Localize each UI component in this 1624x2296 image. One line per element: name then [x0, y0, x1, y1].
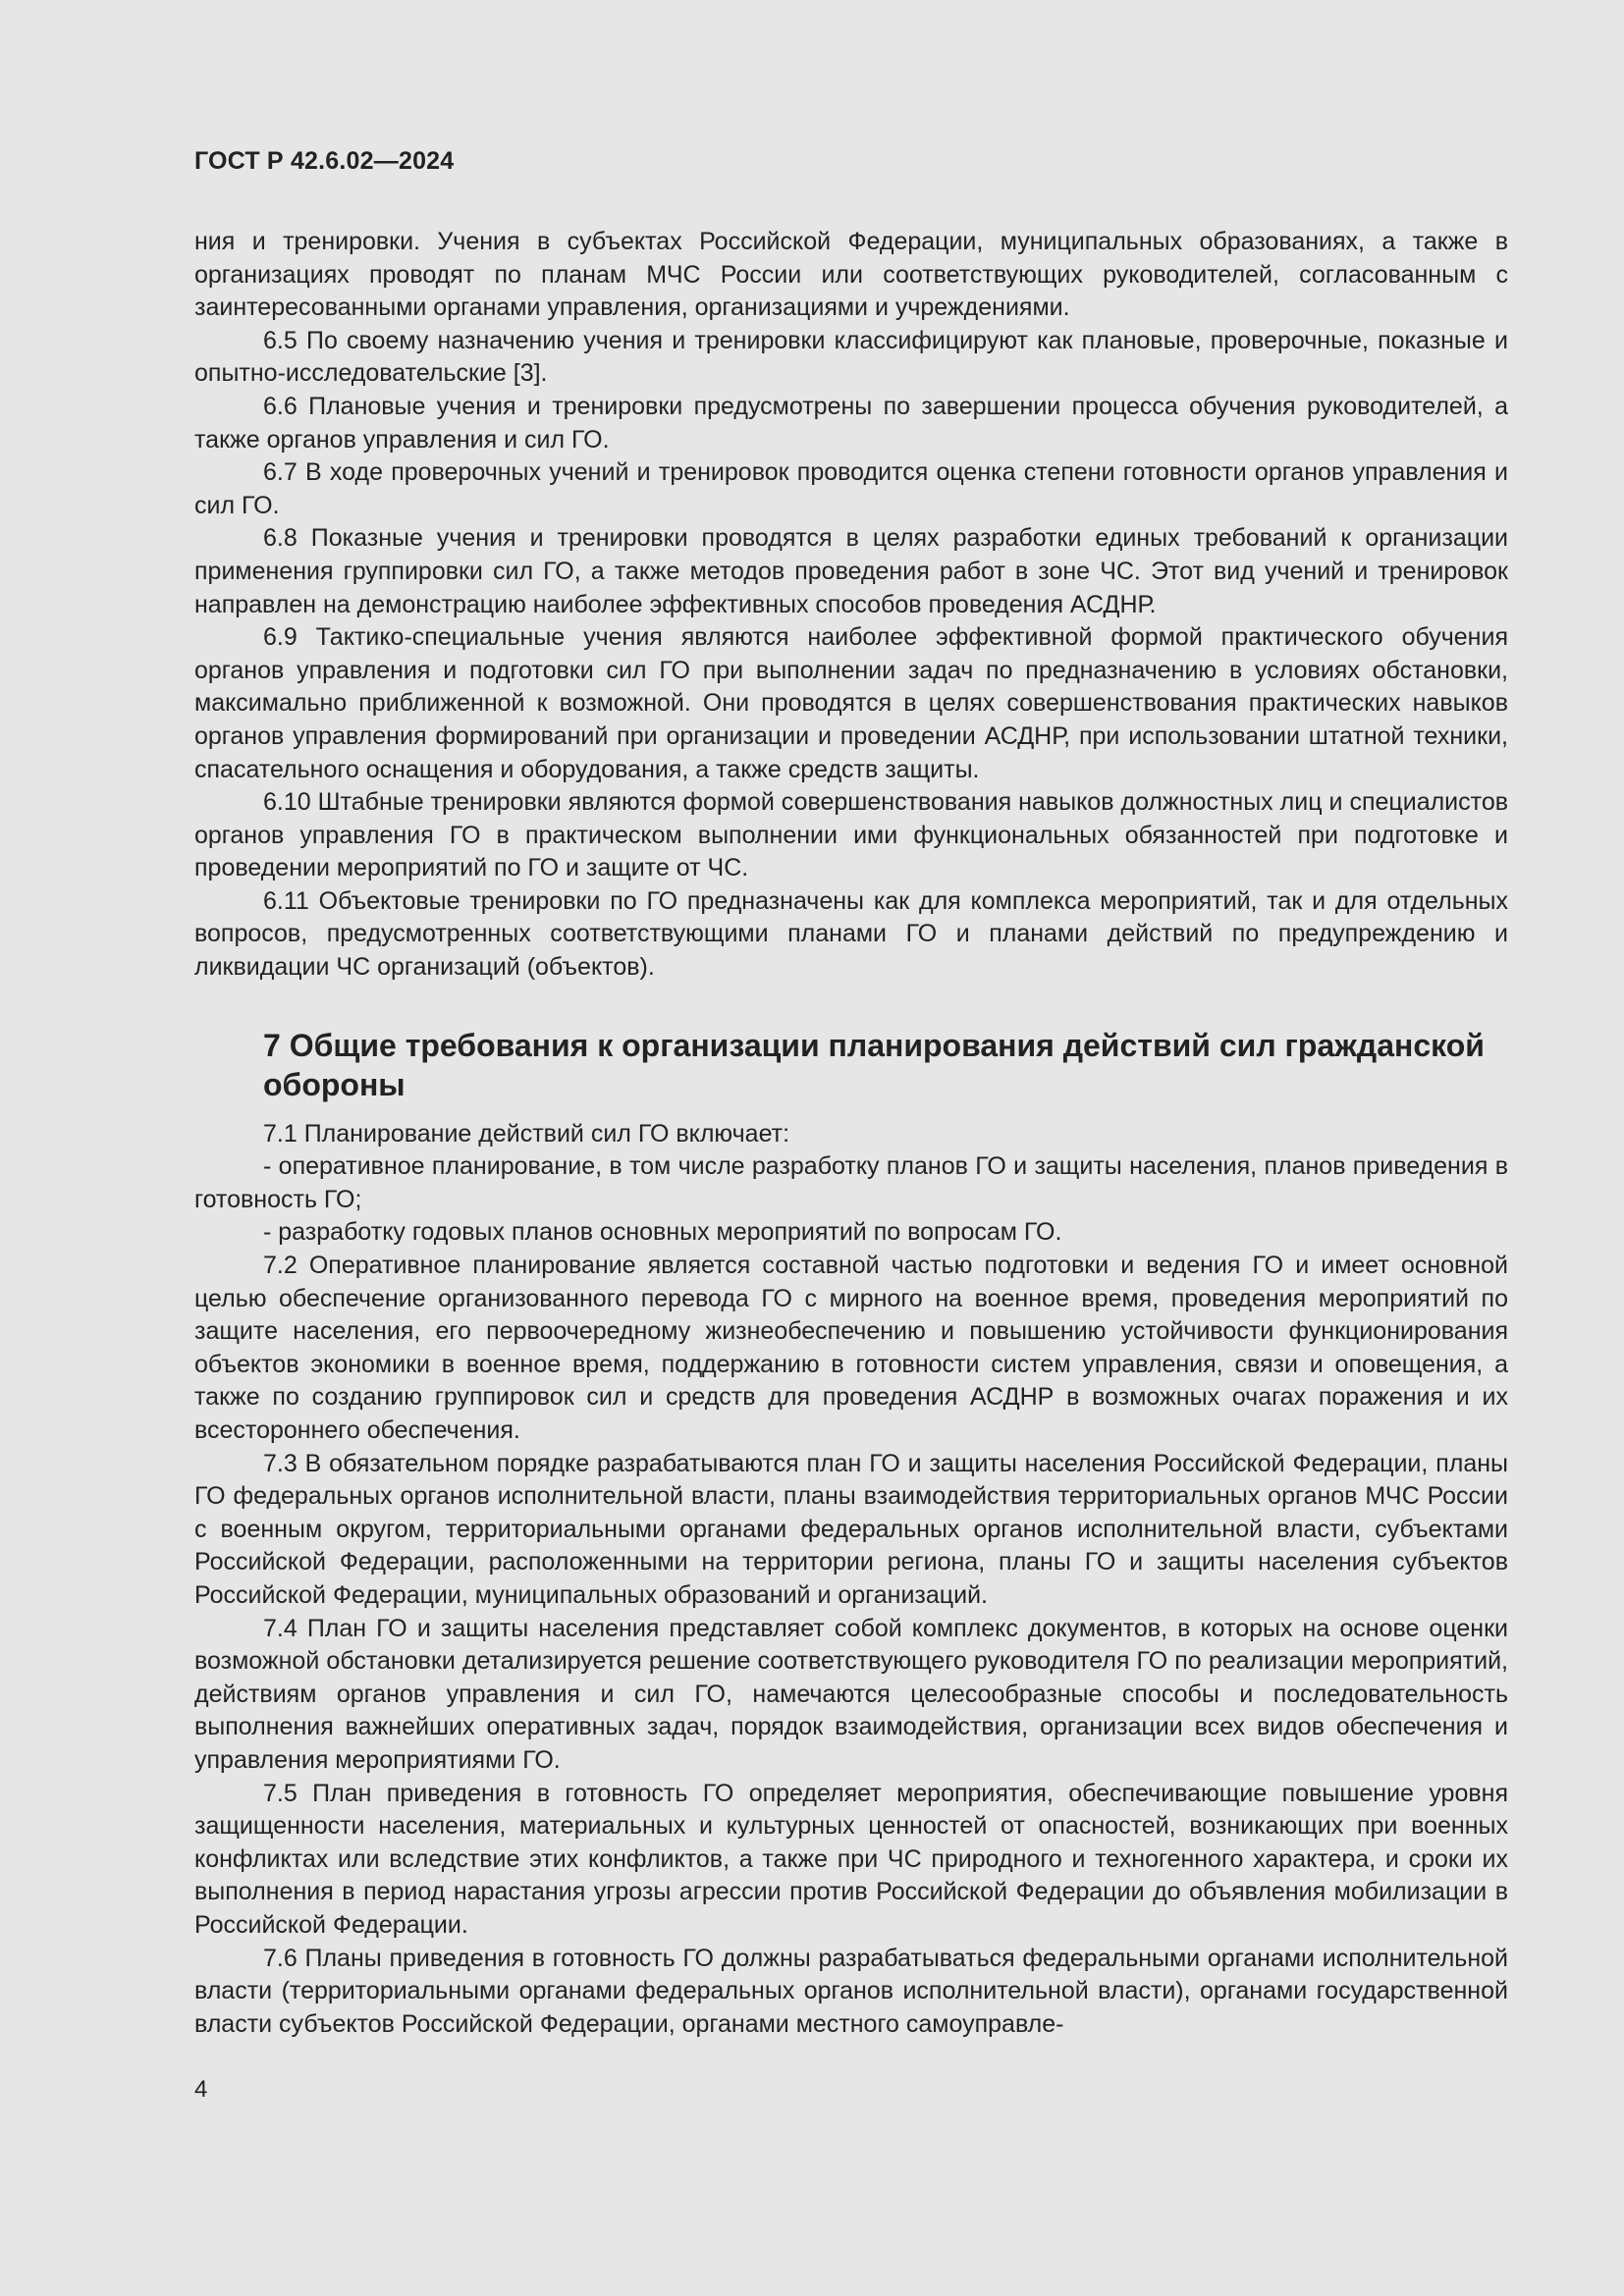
document-code-header: ГОСТ Р 42.6.02—2024 — [194, 147, 455, 175]
paragraph-6-10: 6.10 Штабные тренировки являются формой совершенствования навыков должностных лиц и специалистов органов управления ГО в практическом выполнении ими функциональных обязанностей при подготовке и проведении мероприятий по ГО и защите от ЧС. — [194, 788, 1508, 882]
section-7-title: 7 Общие требования к организации планирования действий сил гражданской обороны — [263, 1027, 1485, 1102]
paragraph-7-5: 7.5 План приведения в готовность ГО определяет мероприятия, обеспечивающие повышение уровня защищенности населения, материальных и культурных ценностей от опасностей, возникающих при военных конфликтах или вследствие этих конфликтов, а также при ЧС природного и техногенного характера, и сроки их выполнения в период нарастания угрозы агрессии против Российской Федерации до объявления мобилизации в Российской Федерации. — [194, 1779, 1508, 1939]
paragraph-6-8: 6.8 Показные учения и тренировки проводятся в целях разработки единых требований к организации применения группировки сил ГО, а также методов проведения работ в зоне ЧС. Этот вид учений и тренировок направлен на демонстрацию наиболее эффективных способов проведения АСДНР. — [194, 524, 1508, 618]
paragraph-continuation: ния и тренировки. Учения в субъектах Российской Федерации, муниципальных образованиях, а также в организациях проводят по планам МЧС России или соответствующих руководителей, согласованным с заинтересованными органами управления, организациями и учреждениями. — [194, 228, 1508, 322]
list-item-annual-plans: - разработку годовых планов основных мероприятий по вопросам ГО. — [263, 1218, 1062, 1247]
paragraph-7-6: 7.6 Планы приведения в готовность ГО должны разрабатываться федеральными органами исполнительной власти (территориальными органами федеральных органов исполнительной власти), органами государственной власти субъектов Российской Федерации, органами местного самоуправле- — [194, 1944, 1508, 2038]
paragraph-6-9: 6.9 Тактико-специальные учения являются наиболее эффективной формой практического обучения органов управления и подготовки сил ГО при выполнении задач по предназначению в условиях обстановки, максимально приближенной к возможной. Они проводятся в целях совершенствования практических навыков органов управления формирований при организации и проведении АСДНР, при использовании штатной техники, спасательного оснащения и оборудования, а также средств защиты. — [194, 623, 1508, 783]
paragraph-7-1: 7.1 Планирование действий сил ГО включает: — [263, 1119, 790, 1148]
paragraph-6-11: 6.11 Объектовые тренировки по ГО предназначены как для комплекса мероприятий, так и для отдельных вопросов, предусмотренных соответствующими планами ГО и планами действий по предупреждению и ликвидации ЧС организаций (объектов). — [194, 886, 1508, 982]
paragraph-6-7: 6.7 В ходе проверочных учений и тренировок проводится оценка степени готовности органов управления и сил ГО. — [194, 458, 1508, 519]
paragraph-7-2: 7.2 Оперативное планирование является составной частью подготовки и ведения ГО и имеет основной целью обеспечение организованного перевода ГО с мирного на военное время, проведения мероприятий по защите населения, его первоочередному жизнеобеспечению и повышению устойчивости функционирования объектов экономики в военное время, поддержанию в готовности систем управления, связи и оповещения, а также по созданию группировок сил и средств для проведения АСДНР в возможных очагах поражения и их всестороннего обеспечения. — [194, 1252, 1508, 1444]
document-body — [194, 226, 1508, 2041]
paragraph-6-5: 6.5 По своему назначению учения и тренировки классифицируют как плановые, проверочные, показные и опытно-исследовательские [3]. — [194, 326, 1508, 388]
paragraph-7-3: 7.3 В обязательном порядке разрабатываются план ГО и защиты населения Российской Федерации, планы ГО федеральных органов исполнительной власти, планы взаимодействия территориальных органов МЧС России с военным округом, территориальными органами федеральных органов исполнительной власти, субъектами Российской Федерации, расположенными на территории региона, планы ГО и защиты населения субъектов Российской Федерации, муниципальных образований и организаций. — [194, 1449, 1508, 1609]
page-number: 4 — [194, 2076, 208, 2103]
paragraph-7-4: 7.4 План ГО и защиты населения представляет собой комплекс документов, в которых на основе оценки возможной обстановки детализируется решение соответствующего руководителя ГО по реализации мероприятий, действиям органов управления и сил ГО, намечаются целесообразные способы и последовательность выполнения важнейших оперативных задач, порядок взаимодействия, организации всех видов обеспечения и управления мероприятиями ГО. — [194, 1614, 1508, 1774]
list-item-operational-planning: - оперативное планирование, в том числе разработку планов ГО и защиты населения, планов приведения в готовность ГО; — [194, 1152, 1508, 1213]
paragraph-6-6: 6.6 Плановые учения и тренировки предусмотрены по завершении процесса обучения руководителей, а также органов управления и сил ГО. — [194, 392, 1508, 454]
